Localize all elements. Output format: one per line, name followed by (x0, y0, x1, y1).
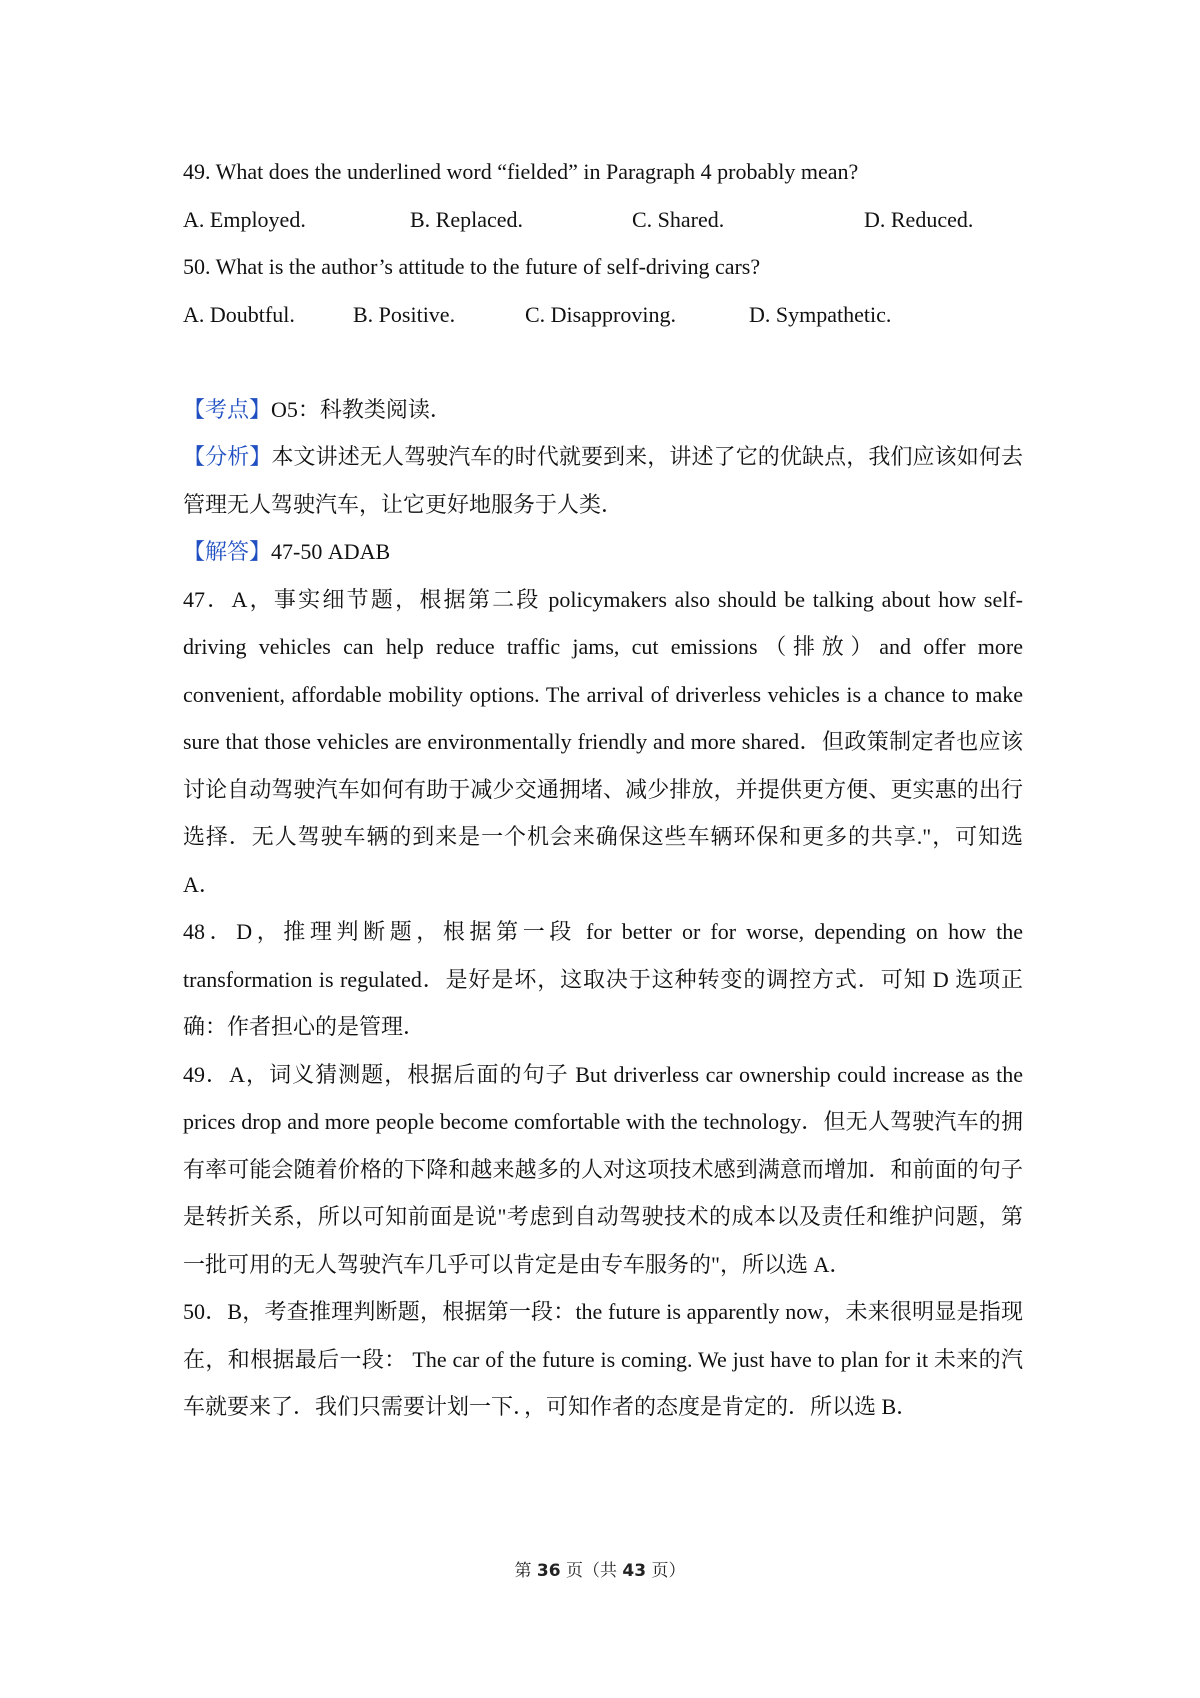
footer-suffix: 页） (646, 1561, 686, 1581)
kaodian-tag: 【考点】 (183, 396, 272, 422)
footer-total-pages: 43 (622, 1561, 647, 1581)
fenxi-text: 本文讲述无人驾驶汽车的时代就要到来，讲述了它的优缺点，我们应该如何去管理无人驾驶汽车，让它更好地服务于人类． (183, 444, 1023, 517)
footer-middle: 页（共 (560, 1561, 623, 1581)
section-spacer (183, 338, 1023, 386)
answer-49-explanation: 49．A，词义猜测题，根据后面的句子 But driverless car ownership could increase as the prices drop and more people become comfortable with the technology．但无人驾驶汽车的拥有率可能会随着价格的下降和越来越多的人对这项技术感到满意而增加．和前面的句子是转折关系，所以可知前面是说"考虑到自动驾驶技术的成本以及责任和维护问题，第一批可用的无人驾驶汽车几乎可以肯定是由专车服务的"，所以选 A． (183, 1061, 1023, 1277)
question-50-options (183, 291, 1023, 339)
question-50-option-c: C. Disapproving. (525, 301, 676, 327)
question-49-stem: 49. What does the underlined word “fielded” in Paragraph 4 probably mean? (183, 159, 859, 184)
question-49-option-b: B. Replaced. (410, 206, 524, 232)
answer-48-explanation: 48．D，推理判断题，根据第一段 for better or for worse, depending on how the transformation is regulated．是好是坏，这取决于这种转变的调控方式．可知 D 选项正确：作者担心的是管理． (183, 919, 1023, 1039)
answer-47-explanation: 47．A，事实细节题，根据第二段 policymakers also should be talking about how self-driving vehicles can help reduce traffic jams, cut emissions（排放）and offer more convenient, affordable mobility options. The arrival of driverless vehicles is a chance to make sure that those vehicles are environmentally friendly and more shared．但政策制定者也应该讨论自动驾驶汽车如何有助于减少交通拥堵、减少排放，并提供更方便、更实惠的出行选择．无人驾驶车辆的到来是一个机会来确保这些车辆环保和更多的共享."，可知选 A． (183, 586, 1023, 897)
kaodian-line (183, 386, 1023, 434)
footer-prefix: 第 (514, 1561, 537, 1581)
question-49-options (183, 196, 1023, 244)
question-50-stem: 50. What is the author’s attitude to the future of self-driving cars? (183, 254, 761, 279)
question-50-option-a: A. Doubtful. (183, 301, 295, 327)
jieda-line (183, 528, 1023, 576)
question-49-option-a: A. Employed. (183, 206, 306, 232)
fenxi-tag: 【分析】 (183, 444, 272, 469)
question-50-option-b: B. Positive. (353, 301, 456, 327)
footer-current-page: 36 (536, 1561, 561, 1581)
fenxi-paragraph (183, 433, 1023, 528)
question-49-option-c: C. Shared. (632, 206, 725, 232)
page-number-footer (0, 1556, 1200, 1581)
question-50-option-d: D. Sympathetic. (749, 301, 892, 327)
kaodian-text: O5：科教类阅读． (271, 396, 452, 422)
question-49-option-d: D. Reduced. (864, 206, 974, 232)
answer-50-explanation: 50．B，考查推理判断题，根据第一段：the future is apparently now，未来很明显是指现在，和根据最后一段： The car of the future is coming. We just have to plan for it 未来的汽车就要来了．我们只需要计划一下．，可知作者的态度是肯定的．所以选 B． (183, 1299, 1023, 1419)
page-content (183, 148, 1023, 1431)
jieda-text: 47-50 ADAB (271, 539, 391, 564)
jieda-tag: 【解答】 (183, 539, 272, 564)
